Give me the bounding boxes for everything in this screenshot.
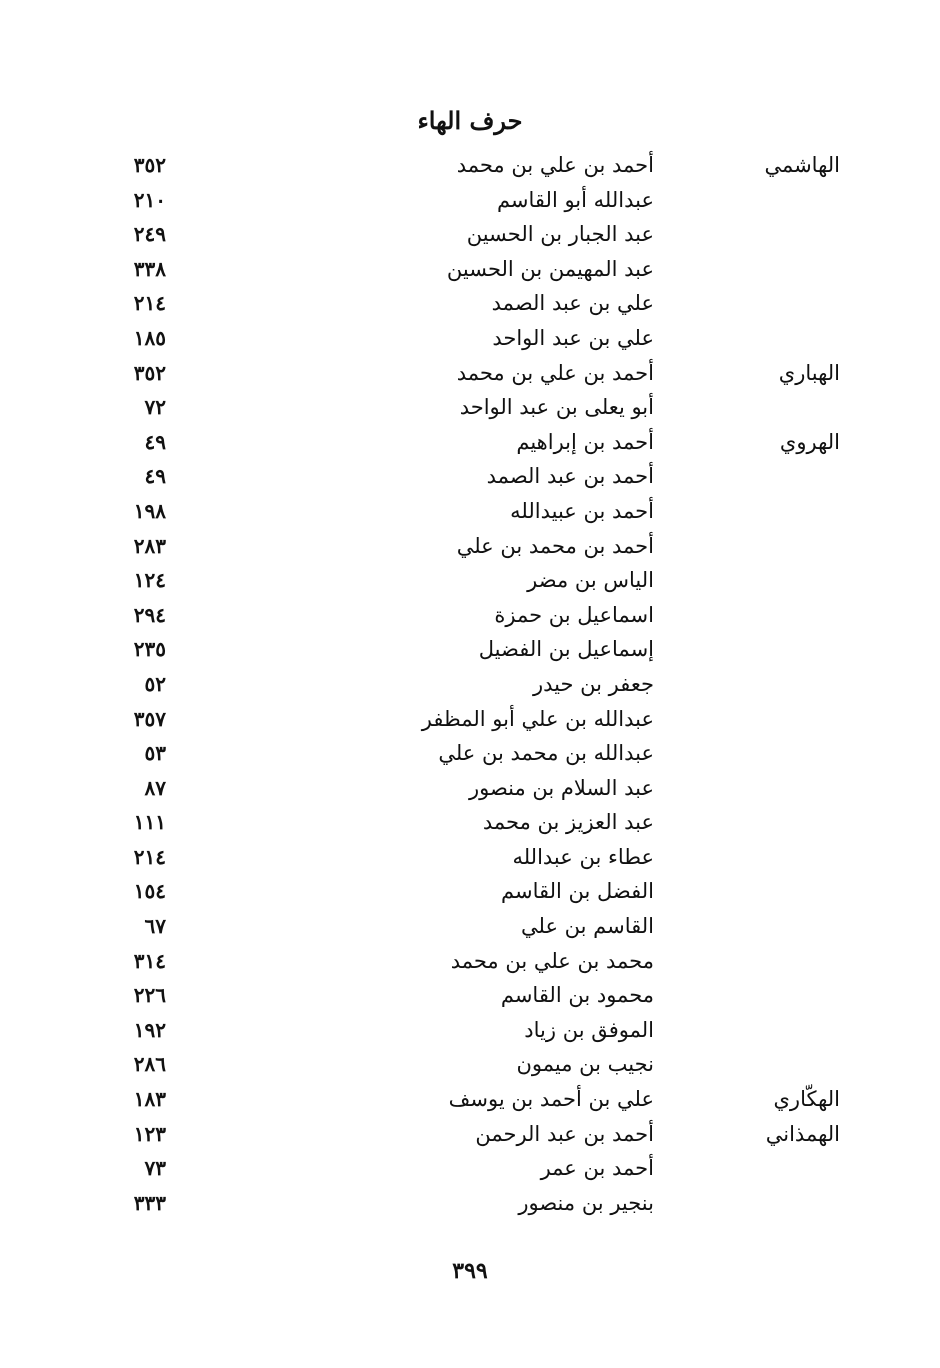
person-name: أحمد بن إبراهيم <box>516 429 654 454</box>
index-row <box>0 1117 940 1152</box>
page-reference: ١٩٢ <box>133 1017 166 1042</box>
index-row <box>0 736 940 771</box>
page-reference: ٢٨٦ <box>133 1052 166 1077</box>
index-row <box>0 702 940 737</box>
person-name: عبدالله أبو القاسم <box>496 187 654 212</box>
person-name: بنجير بن منصور <box>518 1190 654 1215</box>
person-name: عطاء بن عبدالله <box>512 844 654 869</box>
index-row <box>0 183 940 218</box>
index-row <box>0 771 940 806</box>
index-row <box>0 598 940 633</box>
index-row <box>0 978 940 1013</box>
person-name: إسماعيل بن الفضيل <box>478 637 654 662</box>
page-reference: ٢٩٤ <box>133 602 166 627</box>
index-row <box>0 667 940 702</box>
nisba-label: الهاشمي <box>764 153 840 177</box>
page-reference: ٣١٤ <box>133 948 166 973</box>
person-name: محمود بن القاسم <box>500 983 654 1008</box>
index-row <box>0 909 940 944</box>
page-reference: ٨٧ <box>144 775 166 800</box>
person-name: أحمد بن عبد الصمد <box>486 464 654 489</box>
page-reference: ٢١٤ <box>133 291 166 316</box>
nisba-label: الهروي <box>779 429 840 454</box>
page-reference: ٢١٤ <box>133 844 166 869</box>
page-reference: ٧٣ <box>144 1156 166 1181</box>
index-row <box>0 459 940 494</box>
page-reference: ١٩٨ <box>133 498 166 523</box>
person-name: الفضل بن القاسم <box>501 879 654 904</box>
person-name: علي بن أحمد بن يوسف <box>448 1087 654 1112</box>
person-name: عبد السلام بن منصور <box>468 775 654 800</box>
page-reference: ٣٥٧ <box>133 706 166 731</box>
page-reference: ٣٣٨ <box>133 256 166 281</box>
index-row <box>0 356 940 391</box>
page-reference: ٣٥٢ <box>133 153 166 177</box>
page-reference: ٦٧ <box>144 914 166 939</box>
nisba-label: الهكّاري <box>773 1087 840 1112</box>
person-name: عبد المهيمن بن الحسين <box>446 256 654 281</box>
index-row <box>0 805 940 840</box>
person-name: عبد العزيز بن محمد <box>482 810 654 835</box>
nisba-label: الهباري <box>778 360 840 385</box>
index-row <box>0 874 940 909</box>
page-reference: ٢٣٥ <box>133 637 166 662</box>
page-reference: ٥٢ <box>144 671 166 696</box>
index-row <box>0 321 940 356</box>
index-row <box>0 1013 940 1048</box>
index-row <box>0 286 940 321</box>
person-name: أحمد بن علي بن محمد <box>456 360 654 385</box>
person-name: اسماعيل بن حمزة <box>494 602 654 627</box>
index-row <box>0 1151 940 1186</box>
person-name: عبدالله بن محمد بن علي <box>438 741 654 766</box>
page-reference: ٢٢٦ <box>133 983 166 1008</box>
page-reference: ٧٢ <box>144 395 166 420</box>
page-reference: ١٨٥ <box>133 325 166 350</box>
index-row <box>0 425 940 460</box>
page-reference: ٤٩ <box>144 464 166 489</box>
person-name: أحمد بن محمد بن علي <box>456 533 654 558</box>
page-reference: ١١١ <box>133 810 166 835</box>
page-reference: ١٢٤ <box>133 568 166 593</box>
page-reference: ٣٣٣ <box>133 1190 166 1215</box>
person-name: أحمد بن علي بن محمد <box>456 153 654 177</box>
index-row <box>0 840 940 875</box>
page-reference: ١٥٤ <box>133 879 166 904</box>
index-row <box>0 217 940 252</box>
index-row <box>0 1186 940 1221</box>
person-name: أحمد بن عبد الرحمن <box>475 1121 654 1146</box>
index-row <box>0 494 940 529</box>
page-reference: ٣٥٢ <box>133 360 166 385</box>
person-name: عبد الجبار بن الحسين <box>466 222 654 247</box>
person-name: جعفر بن حيدر <box>533 671 654 696</box>
nisba-label: الهمذاني <box>765 1121 840 1146</box>
page-reference: ٤٩ <box>144 429 166 454</box>
person-name: أحمد بن عبيدالله <box>510 498 654 523</box>
person-name: الموفق بن زياد <box>524 1017 654 1042</box>
index-row <box>0 563 940 598</box>
index-row <box>0 390 940 425</box>
index-row <box>0 632 940 667</box>
index-entries <box>0 148 940 1220</box>
person-name: علي بن عبد الواحد <box>492 325 654 350</box>
page-reference: ٢٨٣ <box>133 533 166 558</box>
person-name: محمد بن علي بن محمد <box>450 948 654 973</box>
index-row <box>0 252 940 287</box>
person-name: نجيب بن ميمون <box>516 1052 654 1077</box>
page-reference: ١٢٣ <box>133 1121 166 1146</box>
page-reference: ٢١٠ <box>133 187 166 212</box>
index-row <box>0 529 940 564</box>
person-name: القاسم بن علي <box>521 914 654 939</box>
index-row <box>0 944 940 979</box>
person-name: أحمد بن عمر <box>540 1156 654 1181</box>
person-name: الياس بن مضر <box>527 568 654 593</box>
person-name: علي بن عبد الصمد <box>491 291 654 316</box>
person-name: أبو يعلى بن عبد الواحد <box>459 395 654 420</box>
index-row <box>0 1047 940 1082</box>
section-heading: حرف الهاء <box>417 106 523 135</box>
page-reference: ٢٤٩ <box>133 222 166 247</box>
index-row <box>0 148 940 183</box>
person-name: عبدالله بن علي أبو المظفر <box>421 706 654 731</box>
page-reference: ١٨٣ <box>133 1087 166 1112</box>
page-reference: ٥٣ <box>144 741 166 766</box>
index-row <box>0 1082 940 1117</box>
page-number: ٣٩٩ <box>452 1258 488 1284</box>
